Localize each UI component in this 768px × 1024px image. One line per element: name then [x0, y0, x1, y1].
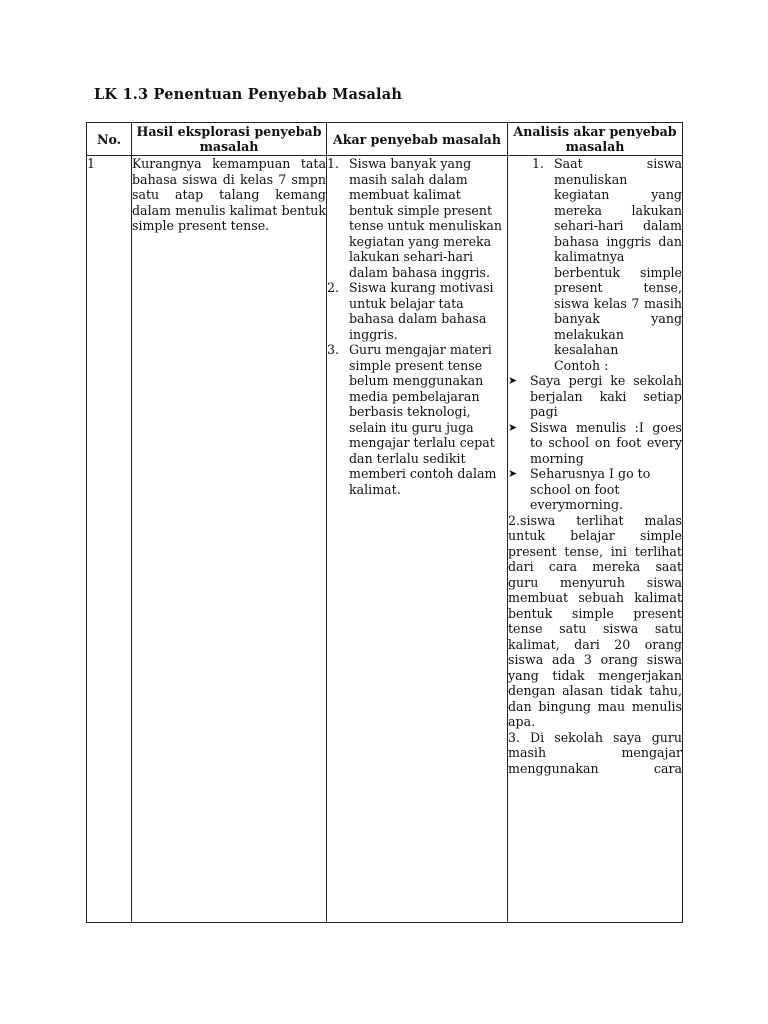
cell-hasil	[132, 156, 327, 923]
cell-no: 1	[87, 156, 132, 923]
cell-analisis	[508, 156, 683, 923]
worksheet-title: LK 1.3 Penentuan Penyebab Masalah	[94, 86, 403, 103]
hasil-text: Kurangnya kemampuan tata bahasa siswa di kelas 7 smpn satu atap talang kemang dalam menulis kalimat bentuk simple present tense.	[132, 156, 326, 233]
arrow-bullet-icon: ➤	[508, 420, 518, 434]
table-header-row	[87, 123, 683, 156]
problem-cause-table	[86, 122, 683, 923]
akar-item: 1. Siswa banyak yang masih salah dalam membuat kalimat bentuk simple present tense untuk menuliskan kegiatan yang mereka lakukan sehari-hari dalam bahasa inggris.	[327, 156, 502, 280]
akar-item: 3. Guru mengajar materi simple present tense belum menggunakan media pembelajaran berbasis teknologi, selain itu guru juga mengajar terlalu cepat dan terlalu sedikit memberi contoh dalam kalimat.	[327, 342, 497, 497]
analisis-item-1: 1. Saat siswa menuliskan kegiatan yang mereka lakukan sehari-hari dalam bahasa inggris dan kalimatnya berbentuk simple present tense, siswa kelas 7 masih banyak yang melakukan kesalahan Contoh :	[532, 156, 682, 373]
example-item: ➤ Siswa menulis :I goes to school on foot every morning	[508, 419, 682, 466]
arrow-bullet-icon: ➤	[508, 374, 518, 387]
arrow-bullet-icon: ➤	[508, 467, 518, 480]
header-akar: Akar penyebab masalah	[327, 123, 508, 156]
contoh-label: Contoh :	[554, 357, 609, 373]
example-item: ➤ Saya pergi ke sekolah berjalan kaki setiap pagi	[508, 373, 682, 419]
example-list	[508, 373, 682, 513]
header-no: No.	[87, 123, 132, 156]
analisis-paragraph-3: 3. Di sekolah saya guru masih mengajar menggunakan cara	[508, 729, 682, 776]
example-item: ➤ Seharusnya I go to school on foot everymorning.	[508, 466, 651, 512]
analisis-item-1-text: Saat siswa menuliskan kegiatan yang mereka lakukan sehari-hari dalam bahasa inggris dan kalimatnya berbentuk simple present tense, siswa kelas 7 masih banyak yang melakukan kesalahan	[554, 156, 682, 357]
analisis-paragraph-2: 2.siswa terlihat malas untuk belajar simple present tense, ini terlihat dari cara mereka saat guru menyuruh siswa membuat sebuah kalimat bentuk simple present tense satu siswa satu kalimat, dari 20 orang siswa ada 3 orang siswa yang tidak mengerjakan dengan alasan tidak tahu, dan bingung mau menulis apa.	[508, 512, 682, 729]
cell-akar	[327, 156, 508, 923]
table-row	[87, 156, 683, 923]
header-analisis: Analisis akar penyebab masalah	[508, 123, 683, 156]
header-hasil: Hasil eksplorasi penyebab masalah	[132, 123, 327, 156]
akar-list	[327, 156, 507, 497]
akar-item: 2. Siswa kurang motivasi untuk belajar tata bahasa dalam bahasa inggris.	[327, 280, 494, 342]
